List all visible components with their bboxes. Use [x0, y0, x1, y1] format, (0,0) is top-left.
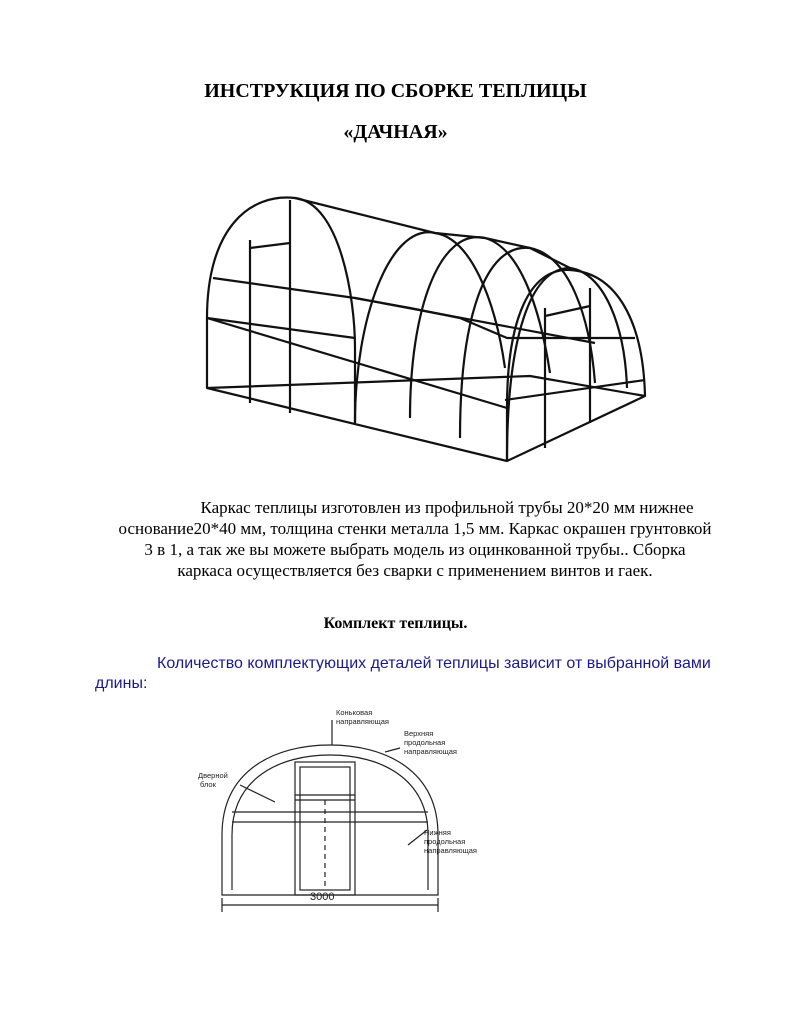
label-lower-line1: Нижняя — [424, 828, 451, 837]
frame-description — [115, 497, 715, 581]
label-ridge-line2: направляющая — [336, 717, 389, 726]
label-lower-line2: продольная — [424, 837, 466, 846]
kit-description — [95, 654, 745, 694]
kit-description-text: Количество комплектующих деталей теплицы зависит от выбранной вами длины: — [95, 655, 711, 692]
label-door-line2: блок — [200, 780, 216, 789]
label-upper-line3: направляющая — [404, 747, 457, 756]
frame-description-text: Каркас теплицы изготовлен из профильной трубы 20*20 мм нижнее основание20*40 мм, толщина стенки металла 1,5 мм. Каркас окрашен грунтовкой 3 в 1, а так же вы можете выбрать модель из оцинкованной трубы.. Сборка каркаса осуществляется без сварки с применением винтов и гаек. — [118, 498, 712, 580]
document-title: ИНСТРУКЦИЯ ПО СБОРКЕ ТЕПЛИЦЫ — [204, 80, 587, 102]
label-lower-line3: направляющая — [424, 846, 477, 855]
label-upper-line2: продольная — [404, 738, 446, 747]
greenhouse-frame-illustration — [195, 168, 655, 473]
label-ridge-line1: Коньковая — [336, 708, 373, 717]
label-door-line1: Дверной — [198, 771, 228, 780]
kit-heading: Комплект теплицы. — [323, 615, 468, 632]
greenhouse-end-view-diagram — [180, 700, 500, 920]
document-subtitle-name: «ДАЧНАЯ» — [343, 121, 448, 143]
width-dimension-label: 3000 — [310, 891, 335, 903]
label-upper-line1: Верхняя — [404, 729, 434, 738]
